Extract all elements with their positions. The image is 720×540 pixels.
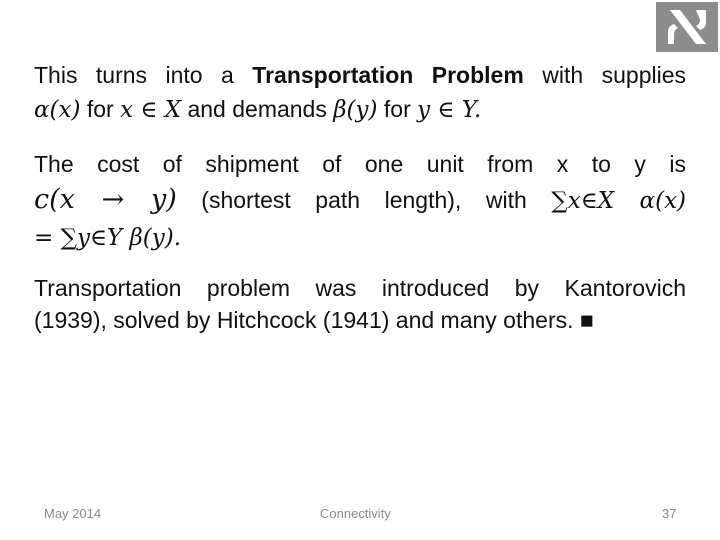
paragraph-transportation-problem — [34, 58, 686, 127]
math-cost-function: c(x → y) — [34, 184, 177, 215]
paragraph2-line1: The cost of shipment of one unit from x to y is — [34, 151, 686, 177]
math-y-in-Y: y ∈ Y. — [417, 97, 482, 123]
math-beta-y: β(y) — [333, 97, 378, 123]
footer-page-number: 37 — [662, 506, 677, 521]
aleph-logo-icon — [656, 2, 718, 52]
paragraph1-line2 — [34, 96, 481, 122]
text: for — [86, 96, 114, 122]
term-transportation-problem: Transportation Problem — [252, 62, 524, 88]
math-x-in-X: x ∈ X — [120, 97, 182, 123]
paragraph2-line2 — [34, 182, 686, 219]
footer-date: May 2014 — [44, 506, 102, 521]
paragraph3-line1: Transportation problem was introduced by Kantorovich — [34, 275, 686, 301]
text: (shortest path length), with — [201, 187, 527, 213]
paragraph3-line2: (1939), solved by Hitchcock (1941) and many others. ■ — [34, 307, 594, 333]
text: with supplies — [542, 62, 687, 88]
aleph-glyph — [656, 2, 718, 52]
paragraph-shipment-cost — [34, 146, 686, 256]
text: for — [383, 96, 411, 122]
paragraph-history — [34, 272, 686, 336]
math-sum-alpha: ∑x∈X α(x) — [551, 188, 687, 214]
math-sum-beta: = ∑y∈Y β(y). — [34, 225, 182, 251]
text: This turns into a — [34, 62, 234, 88]
text: and demands — [187, 96, 327, 122]
paragraph1-line1 — [34, 58, 686, 92]
footer-title: Connectivity — [320, 506, 391, 521]
math-alpha-x: α(x) — [34, 97, 81, 123]
